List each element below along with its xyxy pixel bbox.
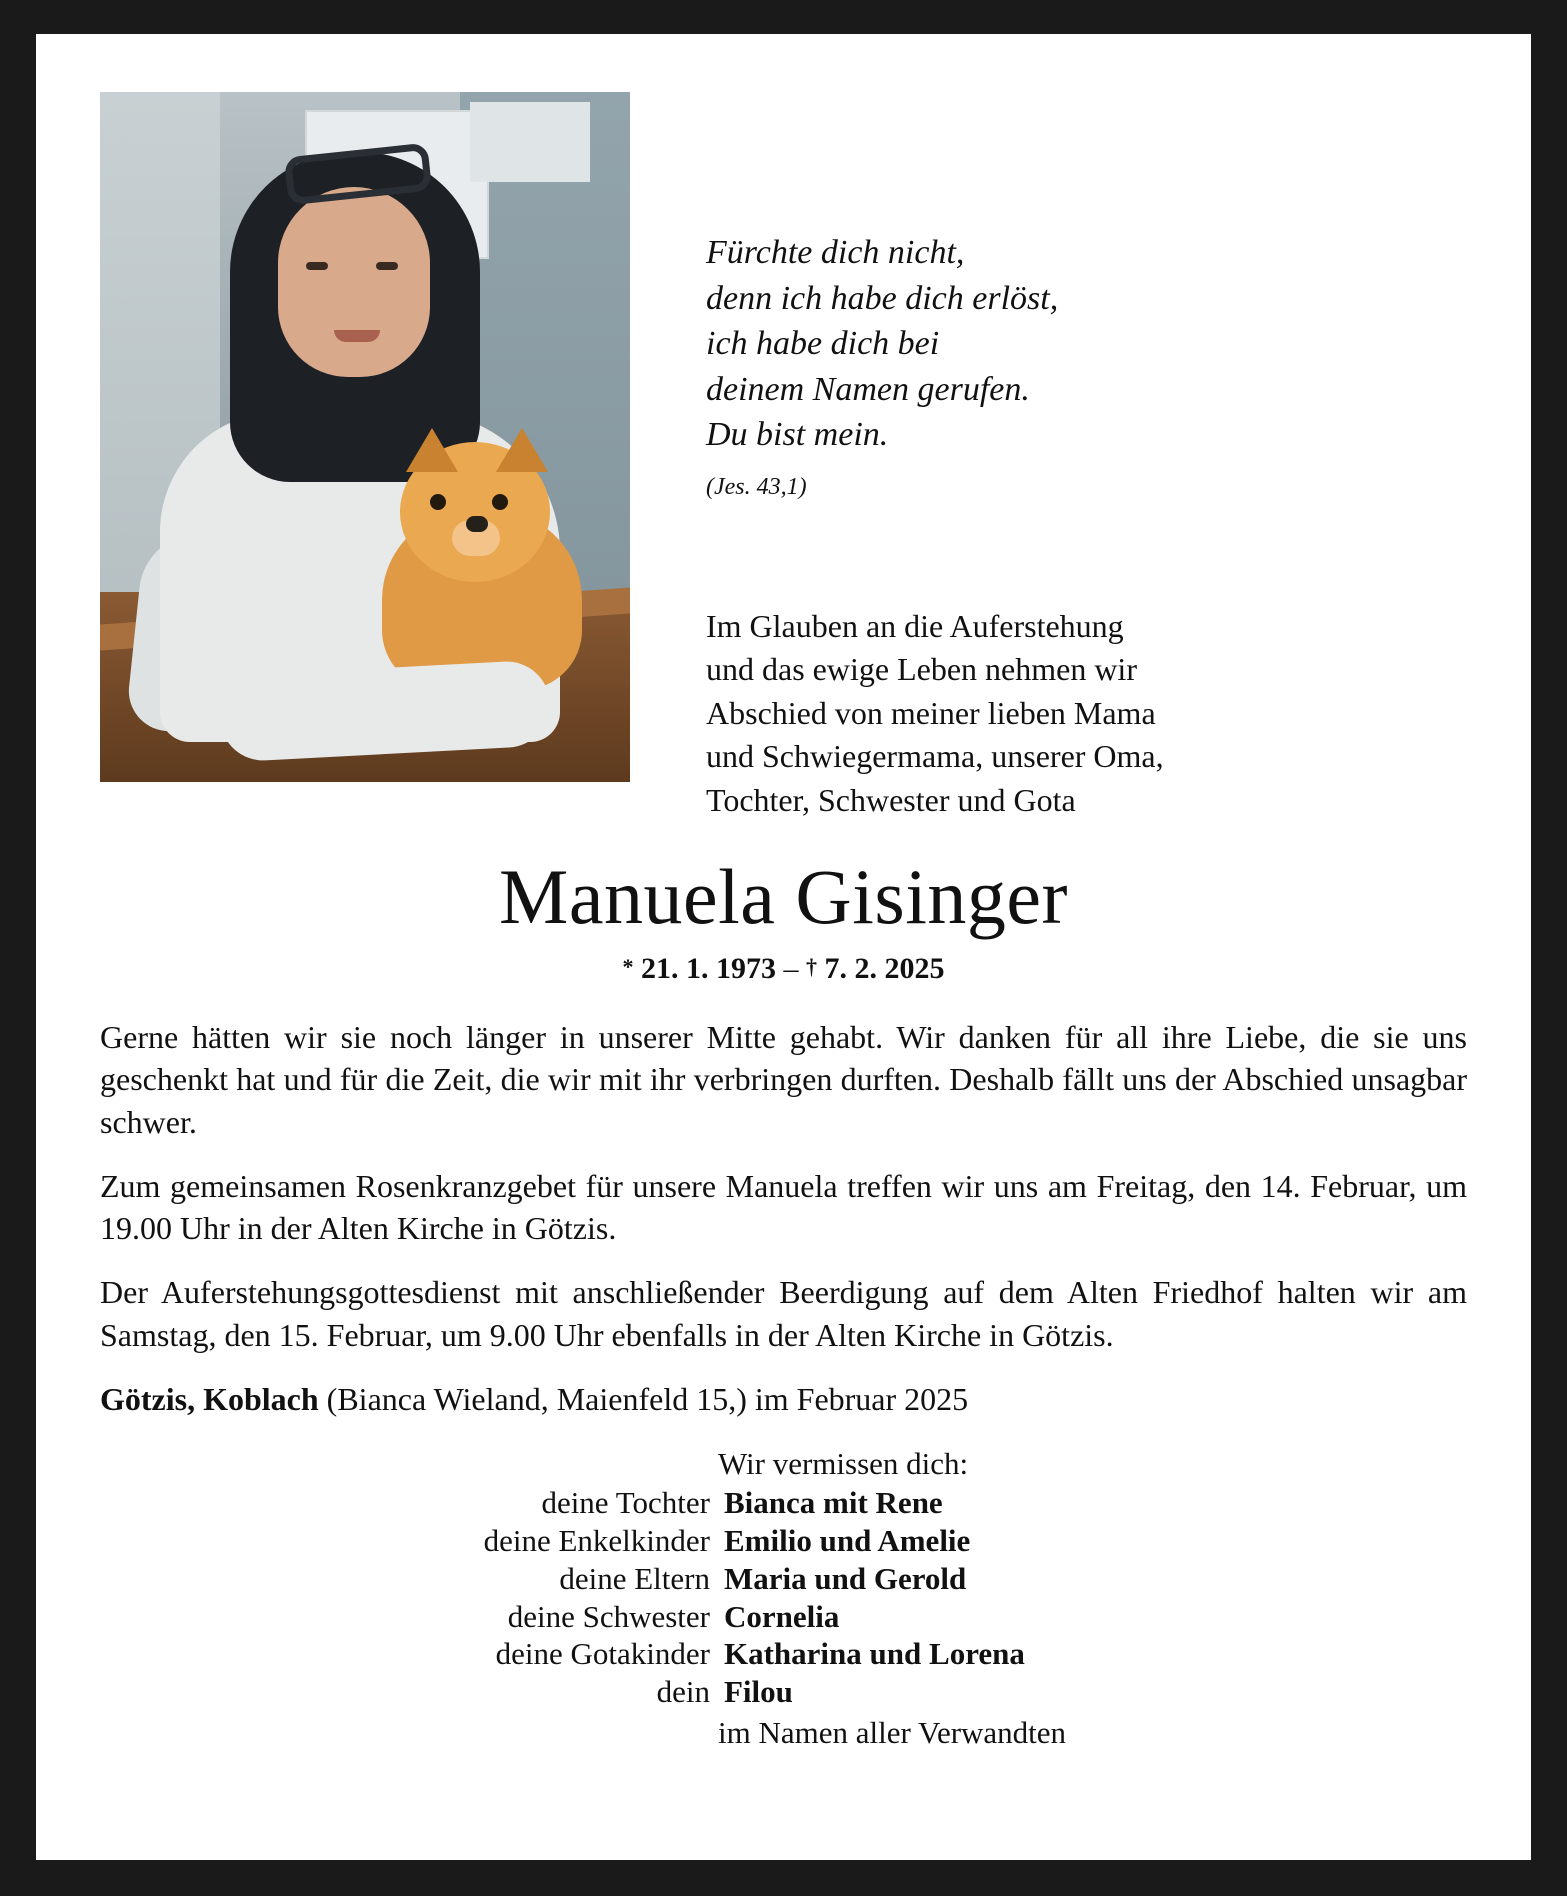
place-names: Götzis, Koblach — [100, 1380, 319, 1417]
mourners-heading: Wir vermissen dich: — [718, 1446, 969, 1482]
mourner-relation: dein — [656, 1674, 710, 1710]
intro-line-3: Abschied von meiner lieben Mama — [706, 694, 1156, 731]
verse-line-5: Du bist mein. — [706, 416, 889, 454]
intro-line-1: Im Glauben an die Auferstehung — [706, 607, 1124, 644]
place-rest: (Bianca Wieland, Maienfeld 15,) im Februar 2025 — [318, 1380, 969, 1417]
mourner-row — [460, 1522, 1467, 1560]
mourner-relation: deine Schwester — [507, 1598, 710, 1634]
mourner-row — [460, 1598, 1467, 1636]
photo-container — [100, 92, 630, 782]
mourner-names — [724, 1673, 793, 1711]
verse-line-4: deinem Namen gerufen. — [706, 370, 1030, 408]
mourner-relation: deine Tochter — [541, 1485, 710, 1521]
place-and-date-line — [100, 1378, 1467, 1420]
mourner-names-text: Cornelia — [724, 1598, 840, 1634]
mourner-names — [724, 1598, 839, 1636]
mourner-names-text: Maria und Gerold — [724, 1560, 967, 1596]
verse-line-3: ich habe dich bei — [706, 325, 940, 363]
mourner-row — [460, 1635, 1467, 1673]
verse-column — [630, 92, 1467, 822]
paragraph-thanks: Gerne hätten wir sie noch länger in unserer Mitte gehabt. Wir danken für all ihre Liebe, die sie uns geschenkt hat und für die Zeit, die wir mit ihr verbringen durften. Deshalb fällt uns der Abschied unsagbar schwer. — [100, 1019, 1467, 1140]
death-date: 7. 2. 2025 — [824, 952, 945, 986]
photo-background-panel-2 — [470, 102, 590, 182]
paragraph-funeral: Der Auferstehungsgottesdienst mit anschließender Beerdigung auf dem Alten Friedhof halten wir am Samstag, den 15. Februar, um 9.00 Uhr ebenfalls in der Alten Kirche in Götzis. — [100, 1274, 1467, 1353]
mourner-names-text: Emilio und Amelie — [724, 1522, 971, 1558]
mourners-closing: im Namen aller Verwandten — [718, 1714, 1067, 1750]
mourner-names — [724, 1560, 966, 1598]
verse-line-2: denn ich habe dich erlöst, — [706, 279, 1059, 317]
mourner-relation: deine Enkelkinder — [483, 1522, 710, 1558]
body-text — [100, 1016, 1467, 1420]
photo-dog-eye-left — [430, 494, 446, 510]
intro-line-2: und das ewige Leben nehmen wir — [706, 651, 1137, 688]
mourner-row — [460, 1673, 1467, 1711]
birth-date: 21. 1. 1973 — [641, 952, 776, 986]
photo-woman-face — [278, 187, 430, 377]
mourner-relation: deine Eltern — [559, 1560, 710, 1596]
bible-verse — [706, 230, 1467, 458]
photo-woman-arm — [218, 659, 552, 762]
life-dates — [100, 952, 1467, 986]
death-symbol: † — [806, 954, 817, 980]
photo-dog-ear-left — [406, 428, 458, 472]
mourner-names-text: Katharina und Lorena — [724, 1636, 1025, 1672]
mourner-row — [460, 1484, 1467, 1522]
mourner-names — [724, 1522, 970, 1560]
mourner-names-text: Bianca mit Rene — [724, 1485, 943, 1521]
birth-symbol: * — [622, 954, 634, 980]
paragraph-rosary: Zum gemeinsamen Rosenkranzgebet für unsere Manuela treffen wir uns am Freitag, den 14. Februar, um 19.00 Uhr in der Alten Kirche in Götzis. — [100, 1167, 1467, 1247]
intro-line-4: und Schwiegermama, unserer Oma, — [706, 738, 1164, 775]
verse-source: (Jes. 43,1) — [706, 473, 807, 500]
intro-line-5: Tochter, Schwester und Gota — [706, 781, 1076, 818]
portrait-photo — [100, 92, 630, 782]
photo-woman-mouth — [334, 330, 380, 342]
mourners-section — [100, 1446, 1467, 1751]
mourner-names — [724, 1635, 1025, 1673]
photo-dog-eye-right — [492, 494, 508, 510]
verse-line-1: Fürchte dich nicht, — [706, 234, 965, 271]
photo-dog-ear-right — [496, 428, 548, 472]
mourner-names — [724, 1484, 943, 1522]
photo-dog-nose — [466, 516, 488, 532]
photo-woman-eye-left — [306, 262, 328, 270]
mourner-relation: deine Gotakinder — [495, 1636, 710, 1672]
deceased-name: Manuela Gisinger — [498, 853, 1068, 941]
mourner-row — [460, 1560, 1467, 1598]
top-section — [100, 92, 1467, 822]
intro-text — [706, 605, 1467, 823]
photo-woman-eye-right — [376, 262, 398, 270]
mourner-names-text: Filou — [724, 1674, 793, 1710]
date-separator: – — [783, 952, 799, 986]
obituary-card — [36, 34, 1531, 1860]
